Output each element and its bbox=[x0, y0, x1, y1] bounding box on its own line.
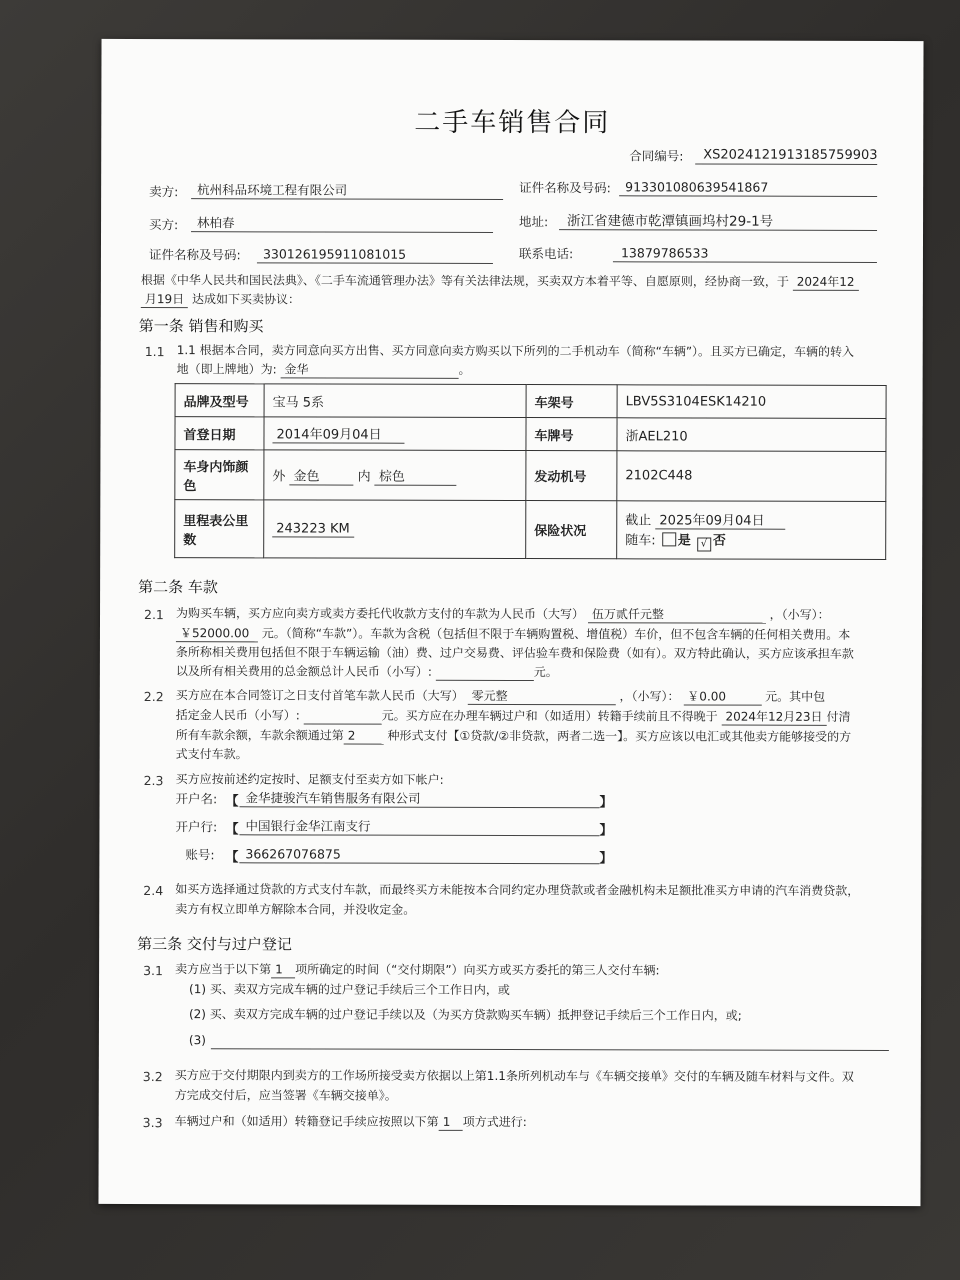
seller-name: 杭州科品环境工程有限公司 bbox=[197, 182, 348, 198]
plate-value: 浙AEL210 bbox=[617, 418, 886, 452]
plate-label: 车牌号 bbox=[526, 418, 617, 451]
seller-id: 913301080639541867 bbox=[625, 179, 769, 195]
article-3-heading: 第三条 交付与过户登记 bbox=[137, 935, 292, 954]
clause-2-4-line-2: 卖方有权立即单方解除本合同，并没收定金。 bbox=[175, 902, 416, 917]
bracket-left: 【 bbox=[225, 794, 239, 810]
clause-2-2-line-2: 括定金人民币（小写）: 元。买方应在办理车辆过户和（如适用）转籍手续前且不得晚于 2024年12月23日 付清 bbox=[175, 708, 851, 724]
clause-1-1-number: 1.1 bbox=[144, 344, 165, 360]
clause-2-3-number: 2.3 bbox=[143, 773, 164, 789]
account-no-label: 账号: bbox=[185, 847, 215, 863]
intro-text: 根据《中华人民共和国民法典》、《二手车流通管理办法》等有关法律法规，买卖双方本着平等、自愿原则，经协商一致，于 2024年12 bbox=[141, 272, 859, 291]
intro-text-2: 月19日 达成如下买卖协议： bbox=[141, 291, 300, 308]
clause-3-1-option-1: (1) 买、卖双方完成车辆的过户登记手续后三个工作日内，或 bbox=[189, 982, 510, 997]
bracket-left: 【 bbox=[225, 822, 239, 838]
vehicle-info-table bbox=[174, 383, 886, 560]
clause-1-1-text-2: 地（即上牌地）为: 金华 。 bbox=[176, 362, 471, 377]
phone-label: 联系电话: bbox=[518, 246, 574, 262]
bracket-left: 【 bbox=[225, 850, 239, 866]
contract-no-label: 合同编号: bbox=[629, 148, 684, 164]
seller-label: 卖方: bbox=[149, 184, 179, 200]
clause-3-3-number: 3.3 bbox=[142, 1115, 163, 1131]
clause-2-1-number: 2.1 bbox=[143, 607, 164, 623]
address-label: 地址: bbox=[519, 214, 549, 230]
bracket-right: 】 bbox=[599, 823, 613, 839]
clause-2-3-text: 买方应按前述约定按时、足额支付至卖方如下帐户: bbox=[175, 772, 444, 787]
buyer-label: 买方: bbox=[149, 217, 179, 233]
bracket-right: 】 bbox=[599, 795, 613, 811]
account-name: 金华捷骏汽车销售服务有限公司 bbox=[245, 790, 421, 806]
reg-date-value: 2014年09月04日 bbox=[264, 417, 526, 451]
clause-2-1-line-4: 以及所有相关费用的总金额总计人民币（小写）: 元。 bbox=[175, 664, 558, 680]
clause-3-1-number: 3.1 bbox=[143, 963, 163, 979]
reg-date-label: 首登日期 bbox=[175, 417, 264, 450]
clause-3-2-number: 3.2 bbox=[142, 1069, 163, 1085]
article-2-heading: 第二条 车款 bbox=[138, 578, 218, 597]
brand-label: 品牌及型号 bbox=[175, 384, 264, 417]
mileage-value: 243223 KM bbox=[264, 500, 526, 559]
clause-2-2-number: 2.2 bbox=[143, 689, 164, 705]
bracket-right: 】 bbox=[599, 851, 613, 867]
clause-2-2-line-4: 式支付车款。 bbox=[175, 747, 248, 762]
clause-2-4-number: 2.4 bbox=[143, 883, 164, 899]
mileage-label: 里程表公里 数 bbox=[175, 500, 264, 558]
clause-3-1-text: 卖方应当于以下第 1 项所确定的时间（“交付期限”）向买方或买方委托的第三人交付车辆: bbox=[175, 962, 660, 978]
color-value: 外 金色 内 棕色 bbox=[264, 450, 526, 501]
clause-3-1-option-3: (3) bbox=[188, 1033, 206, 1048]
color-label: 车身内饰颜 色 bbox=[175, 450, 264, 500]
buyer-id: 330126195911081015 bbox=[262, 246, 407, 262]
account-bank: 中国银行金华江南支行 bbox=[245, 818, 371, 834]
buyer-name: 林柏春 bbox=[197, 215, 235, 231]
clause-2-2-line-3: 所有车款余额，车款余额通过第 2 种形式支付【①贷款/②非贷款，两者二选一】。买方应该以电汇或其他卖方能够接受的方 bbox=[175, 728, 852, 744]
clause-2-1-line-2: ￥52000.00 元。（简称“车款”）。车款为含税（包括但不限于车辆购置税、增值税）车价，但不包含车辆的任何相关费用。本 bbox=[176, 625, 850, 644]
contract-page bbox=[98, 39, 923, 1206]
clause-2-1-line-1: 为购买车辆，买方应向卖方或卖方委托代收款方支付的车款为人民币（大写） 伍万贰仟元整 ，（小写）： bbox=[176, 606, 830, 622]
seller-id-label: 证件名称及号码: bbox=[519, 180, 611, 196]
contract-no: XS2024121913185759903 bbox=[703, 147, 878, 163]
buyer-id-label: 证件名称及号码: bbox=[148, 247, 241, 263]
vin-value: LBV5S3104ESK14210 bbox=[617, 385, 886, 419]
insurance-label: 保险状况 bbox=[526, 501, 617, 559]
account-name-label: 开户名: bbox=[175, 791, 218, 807]
clause-2-2-line-1: 买方应在本合同签订之日支付首笔车款人民币（大写） 零元整 ，（小写）： ￥0.00 元。其中包 bbox=[175, 688, 826, 704]
clause-2-4-line-1: 如买方选择通过贷款的方式支付车款，而最终买方未能按本合同约定办理贷款或者金融机构未足额批准买方申请的汽车消费贷款， bbox=[175, 882, 860, 898]
clause-1-1-text: 1.1 根据本合同，卖方同意向买方出售、买方同意向卖方购买以下所列的二手机动车（简称“车辆”）。且买方已确定，车辆的转入 bbox=[176, 343, 855, 359]
brand-value: 宝马 5系 bbox=[264, 384, 526, 418]
article-1-heading: 第一条 销售和购买 bbox=[138, 317, 264, 336]
page-title: 二手车销售合同 bbox=[414, 107, 611, 139]
clause-2-1-line-3: 条所称相关费用包括但不限于车辆运输（油）费、过户交易费、评估验车费和保险费（如有）。双方特此确认，买方应该承担车款 bbox=[175, 645, 854, 661]
buyer-phone: 13879786533 bbox=[620, 245, 709, 261]
vin-label: 车架号 bbox=[526, 385, 617, 418]
account-bank-label: 开户行: bbox=[175, 819, 218, 835]
clause-3-1-option-2: (2) 买、卖双方完成车辆的过户登记手续以及（为买方贷款购买车辆）抵押登记手续后三个工作日内，或; bbox=[188, 1007, 742, 1023]
clause-3-3-text: 车辆过户和（如适用）转籍登记手续应按照以下第 1 项方式进行: bbox=[174, 1114, 527, 1130]
clause-3-2-line-2: 方完成交付后，应当签署《车辆交接单》。 bbox=[174, 1088, 397, 1103]
account-no: 366267076875 bbox=[245, 846, 341, 862]
insurance-value: 截止 2025年09月04日 随车: 是 √ 否 bbox=[617, 501, 886, 560]
engine-label: 发动机号 bbox=[526, 451, 617, 501]
engine-value: 2102C448 bbox=[617, 451, 886, 502]
buyer-address: 浙江省建德市乾潭镇画坞村29-1号 bbox=[567, 213, 774, 230]
clause-3-2-line-1: 买方应于交付期限内到卖方的工作场所接受卖方依据以上第1.1条所列机动车与《车辆交接单》交付的车辆及随车材料与文件。双 bbox=[174, 1068, 854, 1084]
checkbox-yes[interactable] bbox=[662, 532, 676, 546]
checkbox-no[interactable]: √ bbox=[697, 537, 711, 551]
